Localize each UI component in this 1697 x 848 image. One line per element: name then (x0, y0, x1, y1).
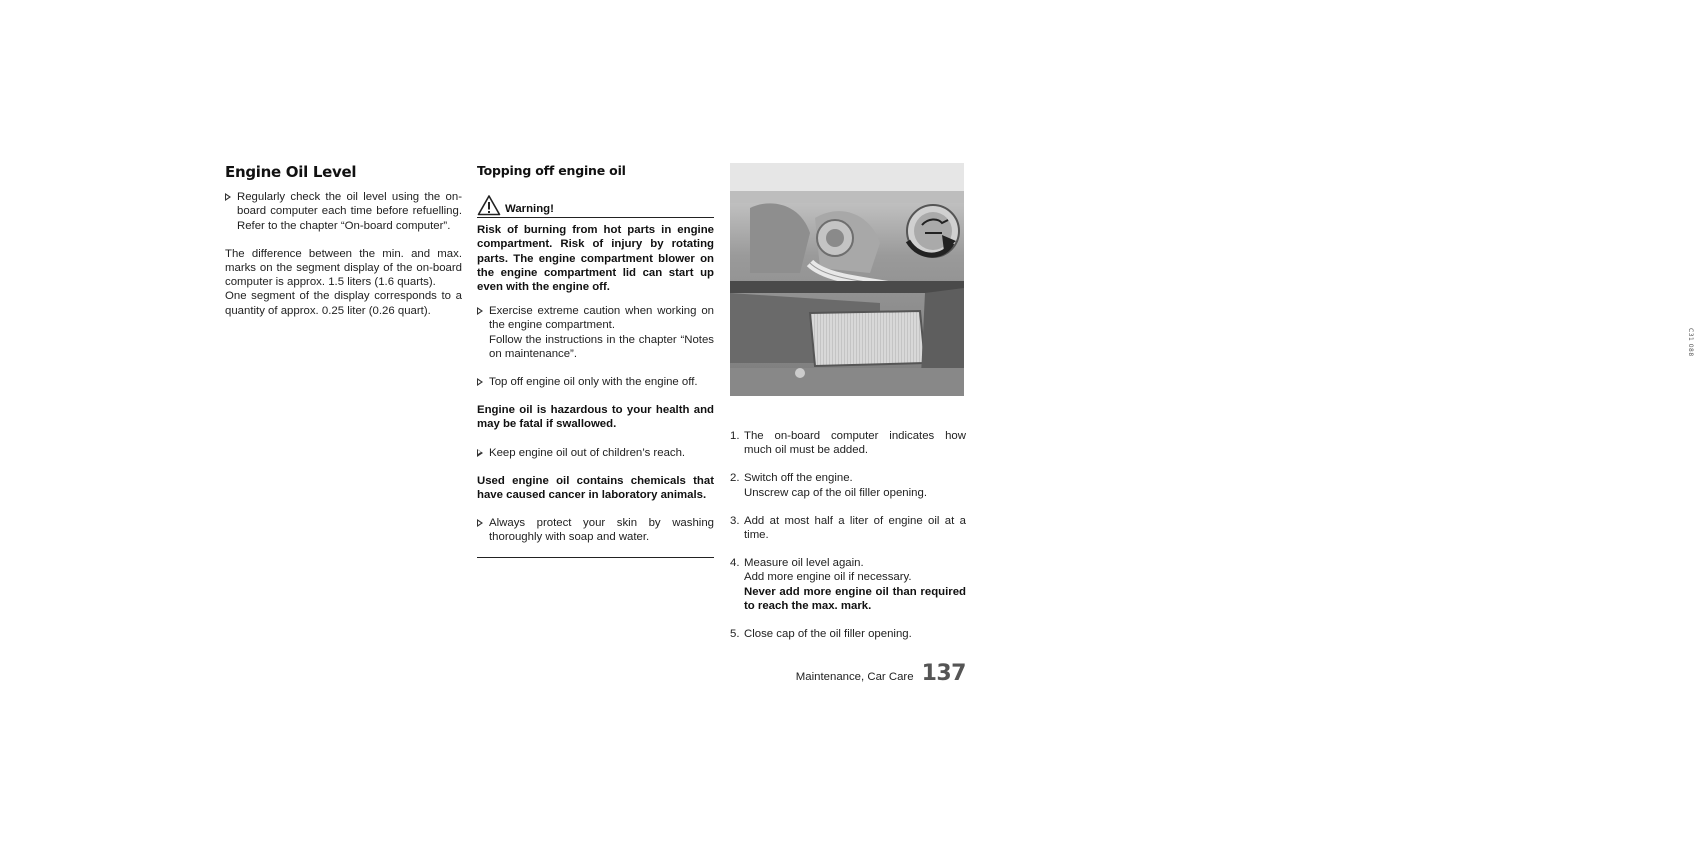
warning-label: Warning! (505, 203, 554, 215)
bold-notice: Engine oil is hazardous to your health and may be fatal if swallowed. (477, 404, 714, 431)
bullet-text: Follow the instructions in the chapter “Notes on maintenance”. (489, 333, 714, 360)
step-text: Add at most half a liter of engine oil at a time. (744, 514, 966, 542)
bullet-triangle-icon (477, 449, 483, 457)
subsection-title: Topping off engine oil (477, 163, 626, 178)
bullet-text: Exercise extreme caution when working on the engine compartment. (489, 305, 714, 332)
right-column (730, 163, 1695, 655)
page-number: 137 (921, 661, 966, 686)
middle-column (477, 164, 714, 558)
bullet-text: Top off engine oil only with the engine off. (489, 376, 698, 389)
list-item (477, 375, 714, 389)
step-item (730, 556, 966, 613)
page-footer (796, 661, 966, 686)
list-item (477, 516, 714, 544)
warning-end-rule (477, 557, 714, 558)
bullet-triangle-icon (225, 193, 231, 201)
warning-triangle-icon (477, 194, 501, 216)
section-title: Engine Oil Level (225, 163, 357, 181)
bullet-triangle-icon (477, 519, 483, 527)
step-text: Close cap of the oil filler opening. (744, 628, 912, 641)
step-item (730, 627, 966, 641)
step-text: Unscrew cap of the oil filler opening. (744, 486, 927, 499)
list-item (477, 304, 714, 361)
bullet-triangle-icon (477, 307, 483, 315)
list-item (225, 190, 462, 233)
step-text: Switch off the engine. (744, 472, 853, 485)
bullet-triangle-icon (477, 378, 483, 386)
left-column (225, 164, 462, 332)
step-number: 1. (730, 430, 740, 442)
warning-header (477, 192, 714, 218)
paragraph-text: One segment of the display corresponds to a quantity of approx. 0.25 liter (0.26 quart). (225, 290, 462, 317)
step-number: 4. (730, 557, 740, 570)
paragraph-text: The difference between the min. and max. marks on the segment display of the on-board computer is approx. 1.5 liters (1.6 quarts). (225, 247, 462, 289)
step-item (730, 514, 966, 542)
step-item (730, 471, 966, 499)
step-number: 3. (730, 514, 740, 527)
step-number: 5. (730, 628, 740, 641)
photo-reference-code: C31 088 (1687, 328, 1695, 357)
bullet-text: Keep engine oil out of children’s reach. (489, 446, 686, 459)
step-item (730, 429, 966, 457)
engine-compartment-photo (730, 163, 964, 396)
step-text: The on-board computer indicates how much oil must be added. (744, 430, 966, 457)
step-text: Measure oil level again. (744, 557, 864, 570)
bullet-text: Regularly check the oil level using the on-board computer each time before refuelling. Refer to the chapter “On-board computer”. (237, 191, 462, 232)
step-number: 2. (730, 472, 740, 485)
step-list (730, 429, 966, 641)
paragraph (225, 247, 462, 318)
step-text: Add more engine oil if necessary. (744, 571, 912, 584)
bold-notice: Used engine oil contains chemicals that have caused cancer in laboratory animals. (477, 474, 714, 502)
step-warning-text: Never add more engine oil than required to reach the max. mark. (744, 585, 966, 612)
footer-section-name: Maintenance, Car Care (795, 671, 914, 683)
warning-text: Risk of burning from hot parts in engine compartment. Risk of injury by rotating parts. The engine compartment blower on the engine compartment lid can start up even with the engine off. (477, 224, 714, 294)
bullet-text: Always protect your skin by washing thoroughly with soap and water. (489, 517, 714, 544)
list-item (477, 446, 714, 460)
